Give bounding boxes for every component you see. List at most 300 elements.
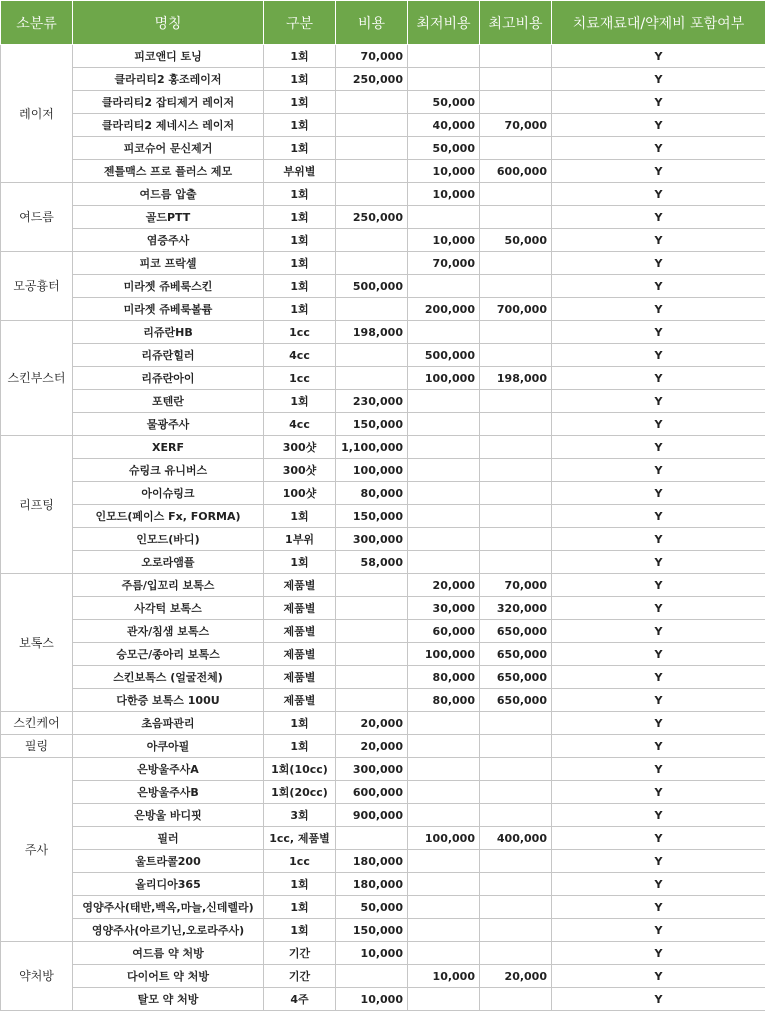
min-cost-cell: [408, 482, 480, 505]
max-cost-cell: [480, 137, 552, 160]
included-cell: Y: [552, 643, 765, 666]
min-cost-cell: 100,000: [408, 827, 480, 850]
table-row: [1, 965, 765, 988]
category-cell: 보톡스: [1, 574, 73, 712]
category-cell: 모공흉터: [1, 252, 73, 321]
unit-cell: 기간: [264, 965, 336, 988]
unit-cell: 1회: [264, 873, 336, 896]
min-cost-cell: [408, 781, 480, 804]
item-name-cell: 리쥬란아이: [73, 367, 264, 390]
cost-cell: [336, 666, 408, 689]
max-cost-cell: 650,000: [480, 666, 552, 689]
min-cost-cell: 10,000: [408, 160, 480, 183]
min-cost-cell: 100,000: [408, 643, 480, 666]
cost-cell: [336, 643, 408, 666]
max-cost-cell: [480, 735, 552, 758]
min-cost-cell: 40,000: [408, 114, 480, 137]
unit-cell: 1회: [264, 114, 336, 137]
cost-cell: 250,000: [336, 206, 408, 229]
max-cost-cell: [480, 275, 552, 298]
min-cost-cell: 30,000: [408, 597, 480, 620]
cost-cell: [336, 114, 408, 137]
unit-cell: 1회: [264, 919, 336, 942]
item-name-cell: 올리디아365: [73, 873, 264, 896]
table-row: [1, 252, 765, 275]
item-name-cell: 포텐란: [73, 390, 264, 413]
min-cost-cell: 20,000: [408, 574, 480, 597]
included-cell: Y: [552, 275, 765, 298]
min-cost-cell: [408, 390, 480, 413]
unit-cell: 제품별: [264, 643, 336, 666]
unit-cell: 1회: [264, 206, 336, 229]
max-cost-cell: [480, 436, 552, 459]
table-row: [1, 459, 765, 482]
cost-cell: 50,000: [336, 896, 408, 919]
included-cell: Y: [552, 459, 765, 482]
max-cost-cell: [480, 919, 552, 942]
included-cell: Y: [552, 666, 765, 689]
unit-cell: 4주: [264, 988, 336, 1011]
max-cost-cell: [480, 45, 552, 68]
item-name-cell: 인모드(페이스 Fx, FORMA): [73, 505, 264, 528]
min-cost-cell: [408, 459, 480, 482]
table-row: [1, 183, 765, 206]
max-cost-cell: 650,000: [480, 620, 552, 643]
item-name-cell: 염증주사: [73, 229, 264, 252]
min-cost-cell: [408, 551, 480, 574]
unit-cell: 1회: [264, 229, 336, 252]
unit-cell: 1회: [264, 183, 336, 206]
cost-cell: 10,000: [336, 988, 408, 1011]
max-cost-cell: [480, 206, 552, 229]
cost-cell: 250,000: [336, 68, 408, 91]
unit-cell: 300샷: [264, 459, 336, 482]
max-cost-cell: 70,000: [480, 574, 552, 597]
cost-cell: 600,000: [336, 781, 408, 804]
cost-cell: 180,000: [336, 850, 408, 873]
table-row: [1, 505, 765, 528]
max-cost-cell: 650,000: [480, 643, 552, 666]
max-cost-cell: [480, 528, 552, 551]
table-row: [1, 298, 765, 321]
item-name-cell: 슈링크 유니버스: [73, 459, 264, 482]
table-row: [1, 827, 765, 850]
table-row: [1, 804, 765, 827]
cost-cell: [336, 620, 408, 643]
unit-cell: 1회: [264, 45, 336, 68]
included-cell: Y: [552, 873, 765, 896]
item-name-cell: 피코슈어 문신제거: [73, 137, 264, 160]
item-name-cell: 리쥬란힐러: [73, 344, 264, 367]
unit-cell: 제품별: [264, 689, 336, 712]
cost-cell: 500,000: [336, 275, 408, 298]
cost-cell: [336, 298, 408, 321]
table-row: [1, 574, 765, 597]
min-cost-cell: [408, 436, 480, 459]
max-cost-cell: [480, 321, 552, 344]
min-cost-cell: [408, 896, 480, 919]
header-min-cost: 최저비용: [408, 1, 480, 45]
unit-cell: 1회: [264, 896, 336, 919]
header-included: 치료재료대/약제비 포함여부: [552, 1, 765, 45]
item-name-cell: 스킨보톡스 (얼굴전체): [73, 666, 264, 689]
item-name-cell: 여드름 압출: [73, 183, 264, 206]
cost-cell: [336, 344, 408, 367]
table-row: [1, 482, 765, 505]
min-cost-cell: [408, 735, 480, 758]
table-row: [1, 666, 765, 689]
table-row: [1, 942, 765, 965]
cost-cell: 20,000: [336, 735, 408, 758]
included-cell: Y: [552, 597, 765, 620]
max-cost-cell: [480, 873, 552, 896]
included-cell: Y: [552, 298, 765, 321]
item-name-cell: 울트라콜200: [73, 850, 264, 873]
min-cost-cell: [408, 712, 480, 735]
header-row: [1, 1, 765, 45]
item-name-cell: 물광주사: [73, 413, 264, 436]
table-header: [1, 1, 765, 45]
item-name-cell: 오로라앰플: [73, 551, 264, 574]
table-row: [1, 873, 765, 896]
included-cell: Y: [552, 988, 765, 1011]
unit-cell: 1회: [264, 390, 336, 413]
included-cell: Y: [552, 367, 765, 390]
category-cell: 스킨케어: [1, 712, 73, 735]
table-row: [1, 91, 765, 114]
max-cost-cell: [480, 896, 552, 919]
cost-cell: [336, 689, 408, 712]
max-cost-cell: [480, 758, 552, 781]
cost-cell: [336, 574, 408, 597]
included-cell: Y: [552, 183, 765, 206]
min-cost-cell: 60,000: [408, 620, 480, 643]
cost-cell: 20,000: [336, 712, 408, 735]
item-name-cell: 은방울주사A: [73, 758, 264, 781]
item-name-cell: 골드PTT: [73, 206, 264, 229]
included-cell: Y: [552, 850, 765, 873]
max-cost-cell: [480, 781, 552, 804]
cost-cell: [336, 252, 408, 275]
table-row: [1, 390, 765, 413]
included-cell: Y: [552, 620, 765, 643]
included-cell: Y: [552, 827, 765, 850]
unit-cell: 4cc: [264, 413, 336, 436]
category-cell: 필링: [1, 735, 73, 758]
item-name-cell: 인모드(바디): [73, 528, 264, 551]
table-row: [1, 988, 765, 1011]
cost-cell: 198,000: [336, 321, 408, 344]
included-cell: Y: [552, 574, 765, 597]
unit-cell: 1cc: [264, 367, 336, 390]
min-cost-cell: [408, 275, 480, 298]
included-cell: Y: [552, 505, 765, 528]
included-cell: Y: [552, 896, 765, 919]
unit-cell: 1회: [264, 551, 336, 574]
max-cost-cell: 20,000: [480, 965, 552, 988]
included-cell: Y: [552, 45, 765, 68]
cost-cell: 100,000: [336, 459, 408, 482]
min-cost-cell: [408, 413, 480, 436]
unit-cell: 100샷: [264, 482, 336, 505]
included-cell: Y: [552, 390, 765, 413]
max-cost-cell: [480, 551, 552, 574]
item-name-cell: 은방울주사B: [73, 781, 264, 804]
unit-cell: 1회: [264, 252, 336, 275]
included-cell: Y: [552, 206, 765, 229]
included-cell: Y: [552, 91, 765, 114]
unit-cell: 1회: [264, 137, 336, 160]
max-cost-cell: [480, 712, 552, 735]
table-row: [1, 758, 765, 781]
item-name-cell: 미라젯 쥬베룩스킨: [73, 275, 264, 298]
item-name-cell: 피코앤디 토닝: [73, 45, 264, 68]
min-cost-cell: [408, 804, 480, 827]
cost-cell: [336, 137, 408, 160]
min-cost-cell: 10,000: [408, 183, 480, 206]
max-cost-cell: 700,000: [480, 298, 552, 321]
included-cell: Y: [552, 712, 765, 735]
unit-cell: 4cc: [264, 344, 336, 367]
max-cost-cell: [480, 482, 552, 505]
included-cell: Y: [552, 482, 765, 505]
table-row: [1, 689, 765, 712]
cost-cell: 80,000: [336, 482, 408, 505]
item-name-cell: 아이슈링크: [73, 482, 264, 505]
table-row: [1, 367, 765, 390]
unit-cell: 1회: [264, 298, 336, 321]
included-cell: Y: [552, 528, 765, 551]
item-name-cell: 아쿠아필: [73, 735, 264, 758]
unit-cell: 1cc, 제품별: [264, 827, 336, 850]
category-cell: 여드름: [1, 183, 73, 252]
included-cell: Y: [552, 436, 765, 459]
cost-cell: [336, 160, 408, 183]
item-name-cell: 클라리티2 홍조레이저: [73, 68, 264, 91]
min-cost-cell: [408, 68, 480, 91]
unit-cell: 1회(20cc): [264, 781, 336, 804]
min-cost-cell: [408, 321, 480, 344]
cost-cell: 150,000: [336, 505, 408, 528]
item-name-cell: 주름/입꼬리 보톡스: [73, 574, 264, 597]
min-cost-cell: [408, 758, 480, 781]
table-row: [1, 551, 765, 574]
item-name-cell: 영양주사(태반,백옥,마늘,신데렐라): [73, 896, 264, 919]
unit-cell: 300샷: [264, 436, 336, 459]
item-name-cell: XERF: [73, 436, 264, 459]
item-name-cell: 클라리티2 제네시스 레이저: [73, 114, 264, 137]
included-cell: Y: [552, 160, 765, 183]
min-cost-cell: 10,000: [408, 965, 480, 988]
min-cost-cell: 50,000: [408, 91, 480, 114]
cost-cell: [336, 827, 408, 850]
included-cell: Y: [552, 965, 765, 988]
item-name-cell: 다한증 보톡스 100U: [73, 689, 264, 712]
item-name-cell: 사각턱 보톡스: [73, 597, 264, 620]
unit-cell: 부위별: [264, 160, 336, 183]
unit-cell: 3회: [264, 804, 336, 827]
included-cell: Y: [552, 758, 765, 781]
category-cell: 약처방: [1, 942, 73, 1011]
item-name-cell: 젠틀맥스 프로 플러스 제모: [73, 160, 264, 183]
item-name-cell: 초음파관리: [73, 712, 264, 735]
table-row: [1, 620, 765, 643]
table-row: [1, 528, 765, 551]
table-body: [1, 45, 765, 1011]
unit-cell: 제품별: [264, 597, 336, 620]
category-cell: 스킨부스터: [1, 321, 73, 436]
included-cell: Y: [552, 321, 765, 344]
unit-cell: 1회(10cc): [264, 758, 336, 781]
included-cell: Y: [552, 68, 765, 91]
table-row: [1, 643, 765, 666]
unit-cell: 1회: [264, 91, 336, 114]
max-cost-cell: 50,000: [480, 229, 552, 252]
table-row: [1, 735, 765, 758]
unit-cell: 제품별: [264, 666, 336, 689]
min-cost-cell: 80,000: [408, 689, 480, 712]
item-name-cell: 클라리티2 잡티제거 레이저: [73, 91, 264, 114]
cost-cell: 300,000: [336, 528, 408, 551]
item-name-cell: 은방울 바디핏: [73, 804, 264, 827]
cost-cell: 150,000: [336, 919, 408, 942]
header-cost: 비용: [336, 1, 408, 45]
table-row: [1, 114, 765, 137]
item-name-cell: 필러: [73, 827, 264, 850]
header-unit: 구분: [264, 1, 336, 45]
included-cell: Y: [552, 919, 765, 942]
item-name-cell: 탈모 약 처방: [73, 988, 264, 1011]
min-cost-cell: [408, 45, 480, 68]
cost-cell: 150,000: [336, 413, 408, 436]
item-name-cell: 리쥬란HB: [73, 321, 264, 344]
table-row: [1, 597, 765, 620]
cost-cell: 900,000: [336, 804, 408, 827]
cost-cell: 300,000: [336, 758, 408, 781]
min-cost-cell: 200,000: [408, 298, 480, 321]
table-row: [1, 275, 765, 298]
table-row: [1, 68, 765, 91]
cost-cell: 10,000: [336, 942, 408, 965]
cost-cell: [336, 183, 408, 206]
min-cost-cell: 70,000: [408, 252, 480, 275]
max-cost-cell: [480, 413, 552, 436]
header-max-cost: 최고비용: [480, 1, 552, 45]
min-cost-cell: [408, 505, 480, 528]
unit-cell: 1cc: [264, 850, 336, 873]
max-cost-cell: 198,000: [480, 367, 552, 390]
unit-cell: 제품별: [264, 574, 336, 597]
min-cost-cell: [408, 873, 480, 896]
table-row: [1, 712, 765, 735]
table-row: [1, 344, 765, 367]
item-name-cell: 미라젯 쥬베룩볼륨: [73, 298, 264, 321]
item-name-cell: 다이어트 약 처방: [73, 965, 264, 988]
cost-cell: [336, 367, 408, 390]
min-cost-cell: 50,000: [408, 137, 480, 160]
included-cell: Y: [552, 252, 765, 275]
min-cost-cell: [408, 206, 480, 229]
max-cost-cell: [480, 942, 552, 965]
min-cost-cell: 80,000: [408, 666, 480, 689]
min-cost-cell: [408, 528, 480, 551]
max-cost-cell: 320,000: [480, 597, 552, 620]
header-name: 명칭: [73, 1, 264, 45]
included-cell: Y: [552, 344, 765, 367]
min-cost-cell: [408, 850, 480, 873]
max-cost-cell: [480, 804, 552, 827]
unit-cell: 1cc: [264, 321, 336, 344]
item-name-cell: 영양주사(아르기닌,오로라주사): [73, 919, 264, 942]
unit-cell: 1회: [264, 505, 336, 528]
included-cell: Y: [552, 804, 765, 827]
cost-cell: [336, 91, 408, 114]
category-cell: 주사: [1, 758, 73, 942]
table-row: [1, 45, 765, 68]
max-cost-cell: [480, 68, 552, 91]
unit-cell: 1회: [264, 68, 336, 91]
category-cell: 리프팅: [1, 436, 73, 574]
min-cost-cell: [408, 919, 480, 942]
item-name-cell: 피코 프락셀: [73, 252, 264, 275]
max-cost-cell: [480, 183, 552, 206]
cost-cell: [336, 965, 408, 988]
included-cell: Y: [552, 735, 765, 758]
max-cost-cell: [480, 850, 552, 873]
max-cost-cell: 650,000: [480, 689, 552, 712]
item-name-cell: 여드름 약 처방: [73, 942, 264, 965]
included-cell: Y: [552, 137, 765, 160]
cost-cell: 58,000: [336, 551, 408, 574]
max-cost-cell: 600,000: [480, 160, 552, 183]
max-cost-cell: [480, 252, 552, 275]
included-cell: Y: [552, 781, 765, 804]
unit-cell: 제품별: [264, 620, 336, 643]
cost-cell: [336, 597, 408, 620]
unit-cell: 기간: [264, 942, 336, 965]
max-cost-cell: [480, 390, 552, 413]
included-cell: Y: [552, 551, 765, 574]
table-row: [1, 137, 765, 160]
table-row: [1, 160, 765, 183]
cost-cell: 230,000: [336, 390, 408, 413]
unit-cell: 1회: [264, 712, 336, 735]
max-cost-cell: [480, 459, 552, 482]
included-cell: Y: [552, 942, 765, 965]
table-row: [1, 206, 765, 229]
cost-cell: [336, 229, 408, 252]
table-row: [1, 413, 765, 436]
unit-cell: 1회: [264, 735, 336, 758]
included-cell: Y: [552, 413, 765, 436]
table-row: [1, 229, 765, 252]
min-cost-cell: 500,000: [408, 344, 480, 367]
table-row: [1, 781, 765, 804]
min-cost-cell: 10,000: [408, 229, 480, 252]
item-name-cell: 관자/침샘 보톡스: [73, 620, 264, 643]
max-cost-cell: 70,000: [480, 114, 552, 137]
included-cell: Y: [552, 229, 765, 252]
min-cost-cell: [408, 988, 480, 1011]
included-cell: Y: [552, 114, 765, 137]
table-row: [1, 896, 765, 919]
min-cost-cell: 100,000: [408, 367, 480, 390]
category-cell: 레이저: [1, 45, 73, 183]
max-cost-cell: [480, 344, 552, 367]
table-row: [1, 850, 765, 873]
table-row: [1, 436, 765, 459]
header-category: 소분류: [1, 1, 73, 45]
